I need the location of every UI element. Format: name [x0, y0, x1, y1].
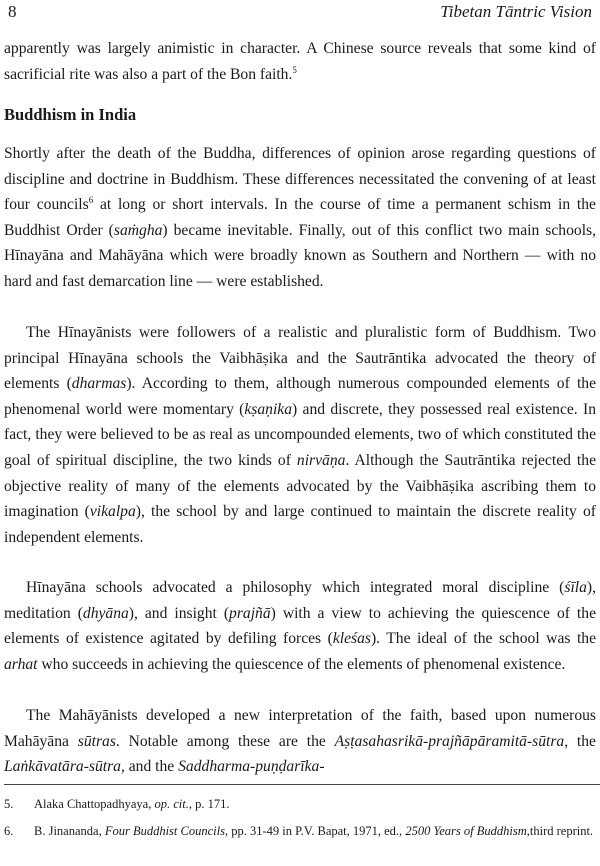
footnote-ref: 6: [88, 195, 94, 205]
text-run: ,third reprint.: [526, 824, 594, 838]
citation-abbrev: op. cit.: [154, 797, 189, 811]
paragraph: [4, 320, 596, 550]
text-run: , p. 171.: [188, 797, 230, 811]
text-run: at long or short intervals. In the course of time a permanent schism in the Buddhist Order (: [4, 196, 596, 239]
term: Saddharma-puṇḍarīka-: [178, 758, 325, 776]
text-run: Shortly after the death of the Buddha, differences of opinion arose regarding questions of discipline and doctrine in Buddhism. These differences necessitated the convening of at least four councils: [4, 145, 596, 214]
text-run: , the: [564, 732, 596, 750]
term: kṣaṇika: [244, 400, 293, 418]
text-run: who succeeds in achieving the quiescence of the elements of phenomenal existence.: [37, 655, 566, 673]
paragraph: [4, 575, 596, 677]
term: sūtras: [77, 732, 116, 750]
text-run: The Mahāyānists developed a new interpretation of the faith, based upon numerous Mahāyāna: [4, 707, 596, 750]
footnote-number: 5.: [4, 797, 14, 811]
text-run: ) with a view to achieving the quiescence of the elements of existence agitated by defiling forces (: [4, 604, 596, 648]
text-run: The Hīnayānists were followers of a realistic and pluralistic form of Buddhism. Two principal Hīnayāna schools the Vaibhāṣika and the Sautrāntika advocated the theory of elements (: [4, 324, 596, 393]
section-heading: Buddhism in India: [4, 105, 137, 124]
text-run: , pp. 31-49 in P.V. Bapat, 1971, ed.,: [224, 824, 406, 838]
book-title: Four Buddhist Councils: [104, 824, 225, 838]
term: Laṅkāvatāra-sūtra: [4, 758, 121, 776]
paragraph: [4, 703, 596, 780]
term: nirvāṇa: [296, 451, 346, 469]
text-run: Hīnayāna schools advocated a philosophy which integrated moral discipline (: [26, 579, 565, 596]
term: kleśas: [332, 630, 371, 648]
text-run: B. Jinananda,: [34, 824, 105, 838]
text-run: ) and discrete, they possessed real existence. In fact, they were believed to be as real as uncompounded elements, two of which constituted the goal of spiritual discipline, the two kinds of: [4, 400, 596, 469]
term: dharmas: [71, 375, 127, 393]
term: Aṣṭasahasrikā-prajñāpāramitā-sūtra: [334, 732, 565, 750]
footnote-text: [34, 795, 596, 814]
term: arhat: [4, 655, 38, 673]
text-run: . Notable among these are the: [115, 732, 335, 750]
text-run: ) became inevitable. Finally, out of this conflict two main schools, Hīnayāna and Mahāyāna which were broadly known as Southern and Northern — with no hard and fast demarcation line — were established.: [4, 221, 596, 290]
text-run: ), and insight (: [128, 604, 230, 622]
continuation-paragraph: [4, 36, 596, 87]
term: prajñā: [229, 604, 271, 622]
text-run: ). According to them, although numerous compounded elements of the phenomenal world were momentary (: [4, 375, 596, 418]
text-run: , and the: [120, 758, 179, 776]
footnote-ref: 5: [292, 64, 297, 75]
footnote-text: [34, 822, 596, 841]
book-title: 2500 Years of Buddhism: [405, 824, 527, 838]
text-run: ). The ideal of the school was the: [370, 630, 597, 648]
page-number: 8: [8, 2, 17, 21]
term: dhyāna: [82, 604, 129, 622]
text-run: ), meditation (: [4, 579, 596, 622]
text-run: apparently was largely animistic in character. A Chinese source reveals that some kind of sacrificial rite was also a part of the Bon faith.: [4, 40, 596, 83]
page-header: [0, 0, 600, 26]
footnote-number: 6.: [4, 824, 14, 838]
term: saṁgha: [113, 221, 163, 239]
text-run: . Although the Sautrāntika rejected the objective reality of many of the elements advocated by the Vaibhāṣika ascribing them to imagination (: [4, 451, 596, 521]
term: vikalpa: [89, 503, 136, 521]
paragraph: [4, 141, 596, 295]
footnote-rule: [4, 784, 600, 785]
text-run: ), the school by and large continued to maintain the discrete reality of independent elements.: [4, 503, 596, 546]
running-title: Tibetan Tāntric Vision: [440, 2, 592, 21]
term: śīla: [564, 579, 587, 596]
text-run: Alaka Chattopadhyaya,: [34, 797, 155, 811]
